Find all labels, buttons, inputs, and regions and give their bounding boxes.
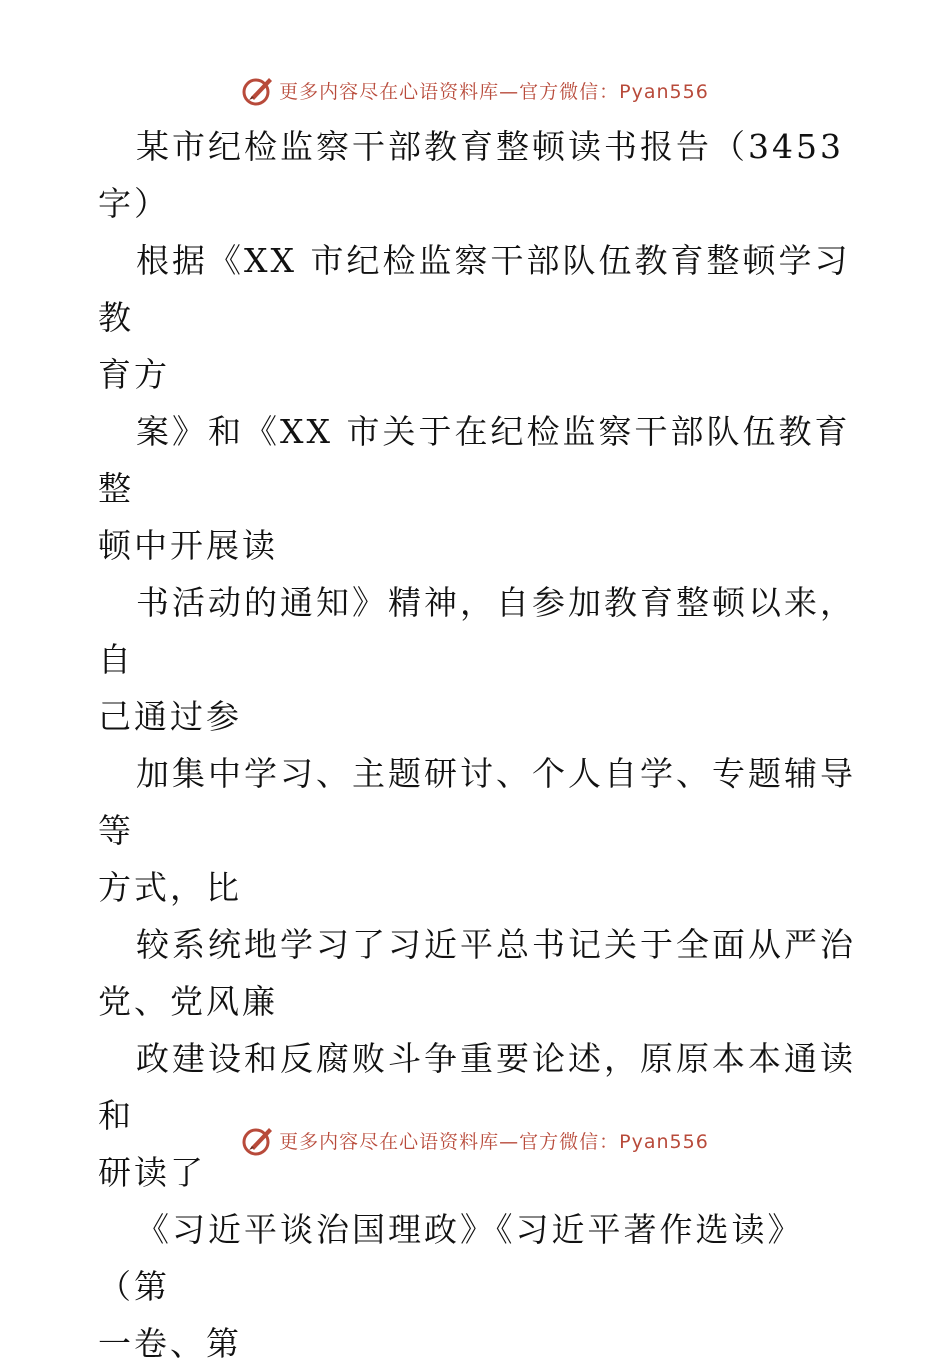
- footer-banner: [0, 1120, 950, 1160]
- header-banner: [0, 70, 950, 110]
- quill-logo-icon: [241, 1123, 275, 1157]
- paragraph-line: 较系统地学习了习近平总书记关于全面从严治 党、党风廉: [98, 925, 856, 1021]
- paragraph-line: 书活动的通知》精神，自参加教育整顿以来，自 己通过参: [98, 583, 856, 736]
- quill-logo-icon: [241, 73, 275, 107]
- header-banner-text: 更多内容尽在心语资料库—官方微信：Pyan556: [279, 80, 709, 103]
- footer-banner-text: 更多内容尽在心语资料库—官方微信：Pyan556: [279, 1130, 709, 1153]
- paragraph-line: 案》和《XX 市关于在纪检监察干部队伍教育整 顿中开展读: [98, 412, 851, 565]
- paragraph-line: 根据《XX 市纪检监察干部队伍教育整顿学习教 育方: [98, 241, 851, 394]
- paragraph-line: 《习近平谈治国理政》《习近平著作选读》（第 一卷、第: [98, 1210, 804, 1363]
- paragraph-line: 加集中学习、主题研讨、个人自学、专题辅导等 方式，比: [98, 754, 856, 907]
- paragraph-line: 政建设和反腐败斗争重要论述，原原本本通读和 研读了: [98, 1039, 856, 1192]
- document-title: 某市纪检监察干部教育整顿读书报告（3453 字）: [98, 127, 844, 223]
- document-body: [98, 118, 858, 1372]
